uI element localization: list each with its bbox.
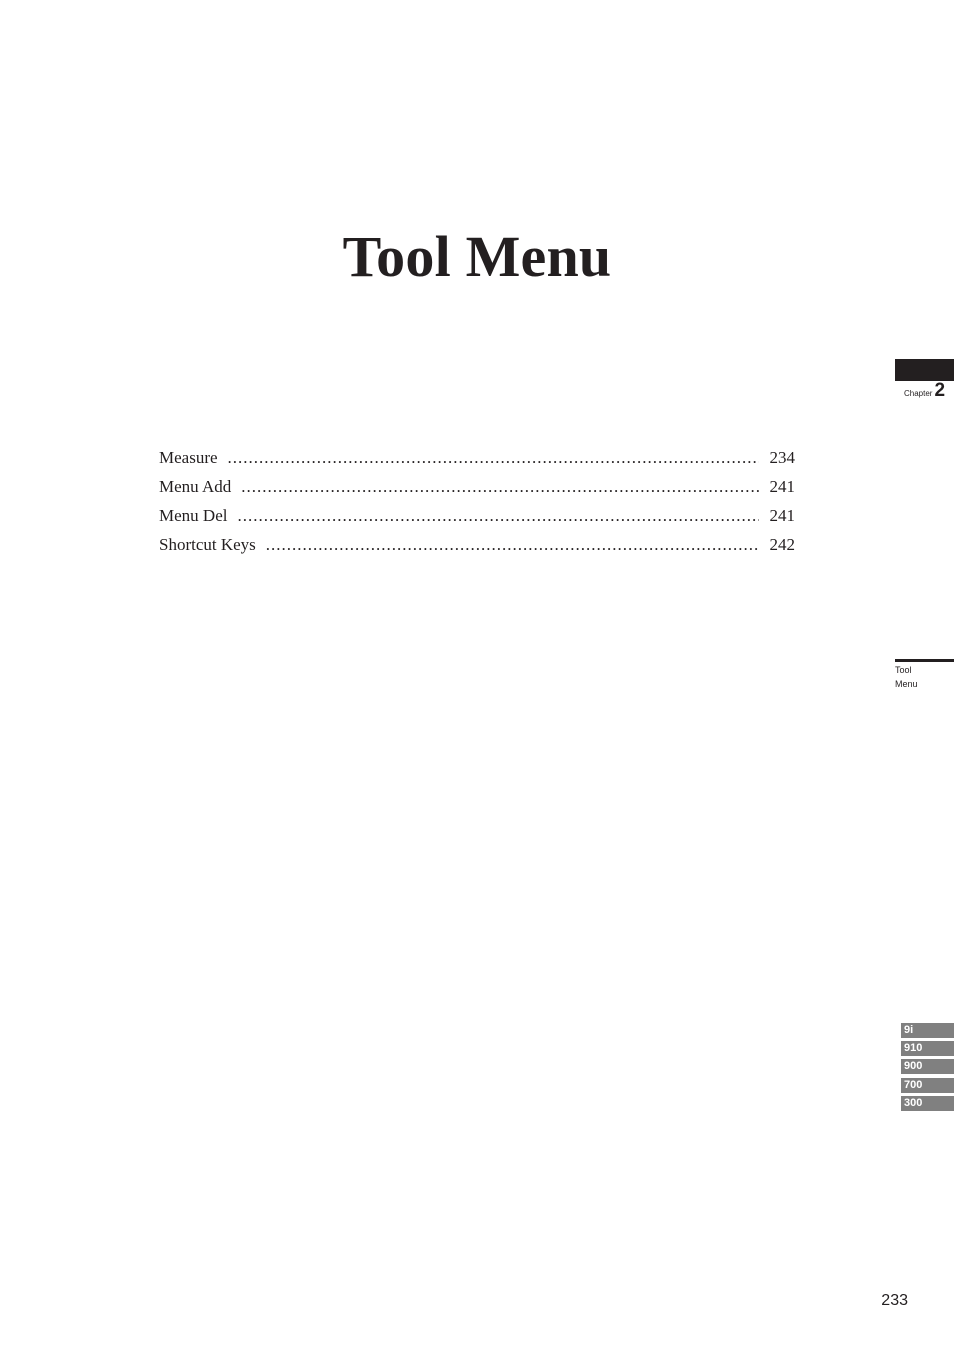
toc-entry-label: Measure (159, 448, 218, 467)
model-tabs (901, 1023, 954, 1114)
section-tab-line: Menu (895, 679, 918, 689)
chapter-label (904, 380, 954, 406)
model-tab-9i: 9i (901, 1023, 954, 1038)
toc-entry-menu-add[interactable] (159, 472, 795, 501)
toc-entry-label: Menu Del (159, 506, 228, 525)
toc-entry-menu-del[interactable] (159, 501, 795, 530)
table-of-contents (159, 443, 795, 559)
section-tab-rule (895, 659, 954, 662)
toc-entry-page: 241 (769, 477, 795, 496)
model-tab-910: 910 (901, 1041, 954, 1056)
page-number: 233 (881, 1292, 908, 1309)
toc-leader-dots (241, 472, 759, 501)
chapter-word: Chapter (904, 389, 933, 398)
model-tab-300: 300 (901, 1096, 954, 1111)
toc-entry-shortcut-keys[interactable] (159, 530, 795, 559)
toc-leader-dots (237, 501, 759, 530)
toc-leader-dots (266, 530, 759, 559)
section-tab-line: Tool (895, 665, 912, 675)
toc-entry-label: Shortcut Keys (159, 535, 256, 554)
toc-entry-measure[interactable] (159, 443, 795, 472)
model-tab-700: 700 (901, 1078, 954, 1093)
toc-entry-page: 242 (769, 535, 795, 554)
chapter-tab-block (895, 359, 954, 381)
toc-entry-label: Menu Add (159, 477, 232, 496)
page-title: Tool Menu (342, 224, 612, 289)
toc-entry-page: 241 (769, 506, 795, 525)
model-tab-900: 900 (901, 1059, 954, 1074)
toc-entry-page: 234 (769, 448, 795, 467)
section-tab-label (895, 663, 954, 691)
toc-leader-dots (228, 443, 759, 472)
chapter-number: 2 (934, 380, 946, 401)
